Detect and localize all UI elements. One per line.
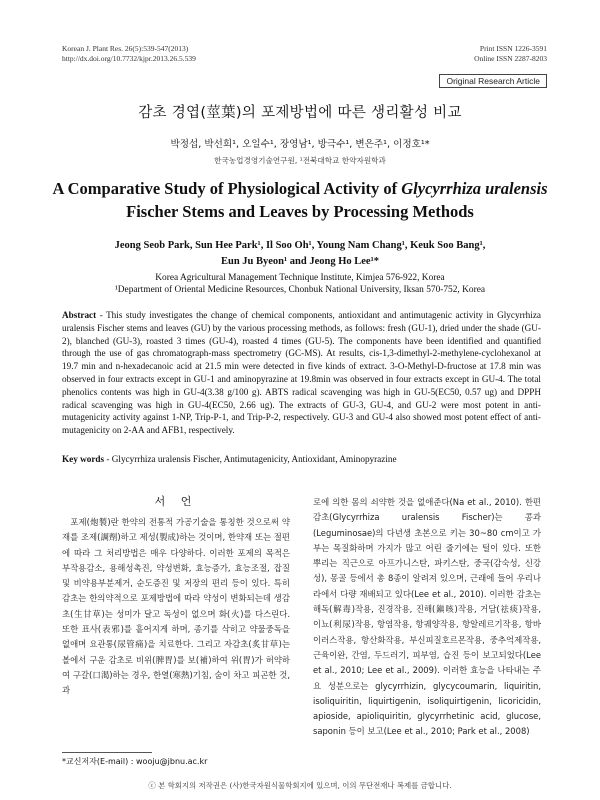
abstract-label: Abstract	[62, 310, 97, 320]
section-title: 서 언	[154, 495, 198, 508]
body-paragraph-right: 로에 의한 몸의 쇠약한 것을 없애준다(Na et al., 2010). 한편 감초(Glycyrrhiza uralensis Fischer)는 콩과(Leguminosae)의 다년생 초본으로 키는 30~80 cm이고 가부는 목질화하며 가지가 많고 어린 줄기에는 털이 있다. 또한 뿌리는 직근으로 아프가니스탄, 파키스탄, 중국(감숙성, 신강성), 몽골 등에서 총 8종이 알려져 있으며, 근래에 들어 우리나라에서 다량 재배되고 있다(Lee et al., 2010). 이러한 감초는 해독(解毒)작용, 진경작용, 진해(鎭咳)작용, 거담(祛痰)작용, 이뇨(利尿)작용, 항염작용, 항궤양작용, 항알레르기작용, 항바이러스작용, 항산화작용, 부신피질호르몬작용, 중추억제작용, 근육이완, 간염, 두드러기, 피부염, 습진 등이 보고되었다(Lee et al., 2010; Lee et al., 2009). 이러한 효능을 나타내는 주요 성분으로는 glycyrrhizin, glycycoumarin, liquiritin, isoliquiritin, liquirtigenin, isoliquirtigenin, licoricidin, apioside, apioliquiritin, glycyrrhetinic acid, glucose, saponin 등이 보고(Lee et al., 2010; Park et al., 2008)	[313, 497, 541, 737]
body-paragraph-left: 포제(炮製)란 한약의 전통적 가공기술을 통칭한 것으로써 약재를 조제(調劑)하고 제성(製成)하는 것이며, 한약재 또는 절편에 따라 그 처리방법은 매우 다양하다. 이러한 포제의 목적은 부작용감소, 용해성촉진, 약성변화, 효능증가, 효능조절, 잡질 및 비약용부분제거, 순도증진 및 저장의 편리 등이 있다. 특히 감초는 한의약적으로 포제방법에 따라 약성이 변화되는데 생감초(生甘草)는 성미가 달고 독성이 없으며 화(火)를 다스린다. 또한 표사(表邪)를 흩어지게 하며, 종기를 삭히고 약물중독을 없애며 요관통(尿管痛)을 치료한다. 그리고 자감초(炙甘草)는 볼에서 구운 감초로 비위(脾胃)를 보(補)하여 위(胃)가 허약하여 구갈(口渴)하는 경우, 한열(寒熱)기침, 숨이 차고 피곤한 것, 과	[62, 517, 290, 696]
print-issn: Print ISSN 1226-3591	[479, 44, 547, 53]
keywords-text: - Glycyrrhiza uralensis Fischer, Antimutagenicity, Antioxidant, Aminopyrazine	[104, 454, 397, 464]
english-title-species: Glycyrrhiza uralensis	[401, 179, 548, 198]
footnote-divider	[62, 752, 152, 753]
english-authors	[0, 238, 600, 270]
english-authors-line1: Jeong Seob Park, Sun Hee Park¹, Il Soo Oh¹, Young Nam Chang¹, Keuk Soo Bang¹,	[114, 240, 486, 251]
body-column-left	[62, 515, 290, 699]
online-issn: Online ISSN 2287-8203	[474, 54, 547, 63]
copyright-notice: ⓒ 본 학회지의 저작권은 (사)한국자원식물학회지에 있으며, 이의 무단전재나 복제를 금합니다.	[148, 781, 452, 790]
english-title	[0, 177, 600, 223]
journal-header	[62, 44, 196, 64]
korean-authors: 박정섭, 박선희¹, 오일수¹, 장영남¹, 방극수¹, 변은주¹, 이정호¹*	[170, 139, 430, 150]
english-title-part1: A Comparative Study of Physiological Activity of	[52, 179, 402, 198]
korean-title: 감초 경엽(莖葉)의 포제방법에 따른 생리활성 비교	[138, 105, 462, 121]
issn-block	[474, 44, 547, 64]
english-title-part2: Fischer Stems and Leaves by Processing Methods	[126, 202, 474, 221]
english-authors-line2: Eun Ju Byeon¹ and Jeong Ho Lee¹*	[221, 256, 379, 267]
keywords	[62, 454, 541, 464]
doi-link[interactable]: http://dx.doi.org/10.7732/kjpr.2013.26.5.539	[62, 54, 196, 63]
abstract	[62, 309, 541, 437]
body-column-right	[313, 495, 541, 740]
journal-citation: Korean J. Plant Res. 26(5):539-547(2013)	[62, 44, 189, 53]
korean-affiliation: 한국농업경영기술연구원, ¹전북대학교 한약자원학과	[214, 156, 386, 165]
corresponding-author-footnote: *교신저자(E-mail) : wooju@jbnu.ac.kr	[62, 757, 208, 766]
article-type-badge: Original Research Article	[439, 74, 547, 88]
english-affiliation-1: Korea Agricultural Management Technique Institute, Kimjea 576-922, Korea	[155, 273, 445, 283]
english-affiliation-2: ¹Department of Oriental Medicine Resources, Chonbuk National University, Iksan 570-752, Korea	[114, 285, 486, 295]
english-affiliation	[0, 272, 600, 296]
keywords-label: Key words	[62, 454, 105, 464]
abstract-text: - This study investigates the change of chemical components, antioxidant and antimutagenic activity in Glycyrrhiza uralensis Fischer stems and leaves (GU) by the various processing methods, as follows: fresh (GU-1), dried under the shade (GU-2), blanched (GU-3), roasted 3 times (GU-4), roasted 4 times (GU-5). The components have been identified and quantified through the use of gas chromatograph-mass spectrometry (GC-MS). At results, cis-1,3-dimethyl-2-methylene-cyclohexanol at 19.7 min and n-hexadecanoic acid at 21.5 min were detected in five kinds of extract. 3-O-Methyl-D-fructose at 17.8 min was observed in four extracts except in GU-1 and aminopyrazine at 19.8min was observed in four extracts except in GU-4. The total phenolics contents was high in GU-4(3.38 g/100 g). ABTS radical scavenging was high in GU-5(EC50, 0.57 ug) and DPPH radical scavenging was high in GU-4(EC50, 2.66 ug). The extracts of GU-3, GU-4, and GU-2 were most potent in anti-mutagenicity activity against 1-NP, Trip-P-1, and Trip-P-2, respectively. GU-3 and GU-4 also showed most potent effect of anti-mutagenicity on 2-AA and AFB1, respectively.	[62, 310, 541, 436]
